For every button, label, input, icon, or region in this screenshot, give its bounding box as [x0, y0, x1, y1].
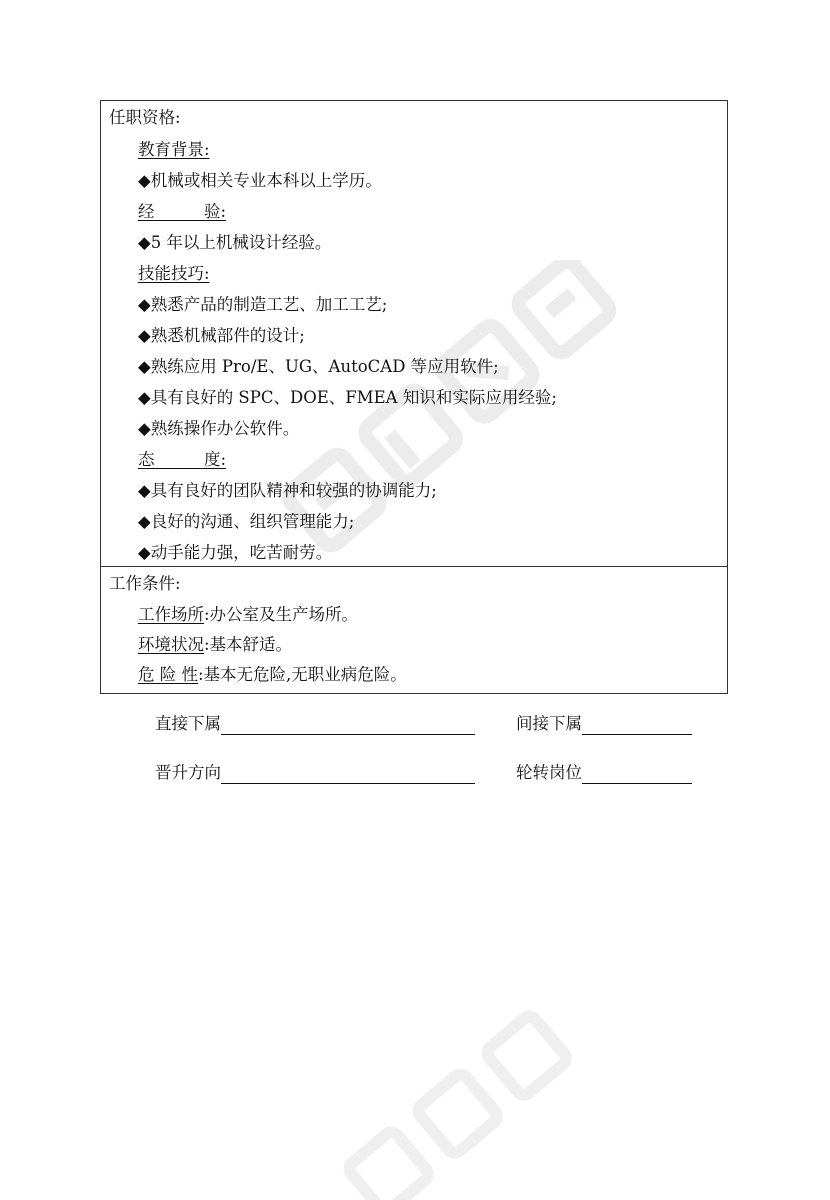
environment-label: 环境状况 — [138, 635, 204, 654]
rotation-position-row — [516, 762, 692, 784]
indirect-subordinate-blank[interactable] — [582, 716, 692, 735]
skills-label: 技能技巧: — [138, 264, 210, 283]
conditions-cell — [101, 567, 727, 693]
hazard-label: 危 险 性 — [138, 665, 198, 684]
attitude-item: ◆良好的沟通、组织管理能力; — [138, 512, 355, 531]
hazard-value: :基本无危险,无职业病危险。 — [198, 665, 407, 684]
direct-subordinate-blank[interactable] — [221, 716, 475, 735]
workplace-value: :办公室及生产场所。 — [204, 605, 359, 624]
qualifications-cell — [101, 101, 727, 567]
education-label: 教育背景: — [138, 140, 210, 159]
environment-value: :基本舒适。 — [204, 635, 293, 654]
environment-row — [138, 635, 292, 655]
direct-subordinate-label: 直接下属 — [155, 714, 221, 733]
education-item: ◆机械或相关专业本科以上学历。 — [138, 171, 382, 190]
skills-item: ◆熟练应用 Pro/E、UG、AutoCAD 等应用软件; — [138, 357, 499, 376]
qualifications-heading: 任职资格: — [109, 108, 181, 127]
rotation-position-label: 轮转岗位 — [516, 763, 582, 782]
promotion-path-blank[interactable] — [221, 765, 475, 784]
rotation-position-blank[interactable] — [582, 765, 692, 784]
conditions-heading: 工作条件: — [109, 574, 181, 593]
skills-item: ◆熟悉产品的制造工艺、加工工艺; — [138, 295, 388, 314]
promotion-path-row — [155, 762, 475, 784]
skills-item: ◆熟练操作办公软件。 — [138, 419, 300, 438]
experience-label: 经 验: — [138, 202, 227, 221]
skills-item: ◆熟悉机械部件的设计; — [138, 326, 305, 345]
attitude-label: 态 度: — [138, 450, 227, 469]
workplace-row — [138, 605, 358, 625]
attitude-item: ◆动手能力强，吃苦耐劳。 — [138, 543, 333, 562]
indirect-subordinate-row — [516, 713, 692, 735]
workplace-label: 工作场所 — [138, 605, 204, 624]
indirect-subordinate-label: 间接下属 — [516, 714, 582, 733]
hazard-row — [138, 665, 407, 685]
skills-item: ◆具有良好的 SPC、DOE、FMEA 知识和实际应用经验; — [138, 388, 557, 407]
attitude-item: ◆具有良好的团队精神和较强的协调能力; — [138, 481, 437, 500]
promotion-path-label: 晋升方向 — [155, 763, 221, 782]
experience-item: ◆5 年以上机械设计经验。 — [138, 233, 332, 252]
requirements-table — [100, 100, 728, 694]
watermark-graphic-bottom — [300, 1000, 600, 1200]
direct-subordinate-row — [155, 713, 475, 735]
